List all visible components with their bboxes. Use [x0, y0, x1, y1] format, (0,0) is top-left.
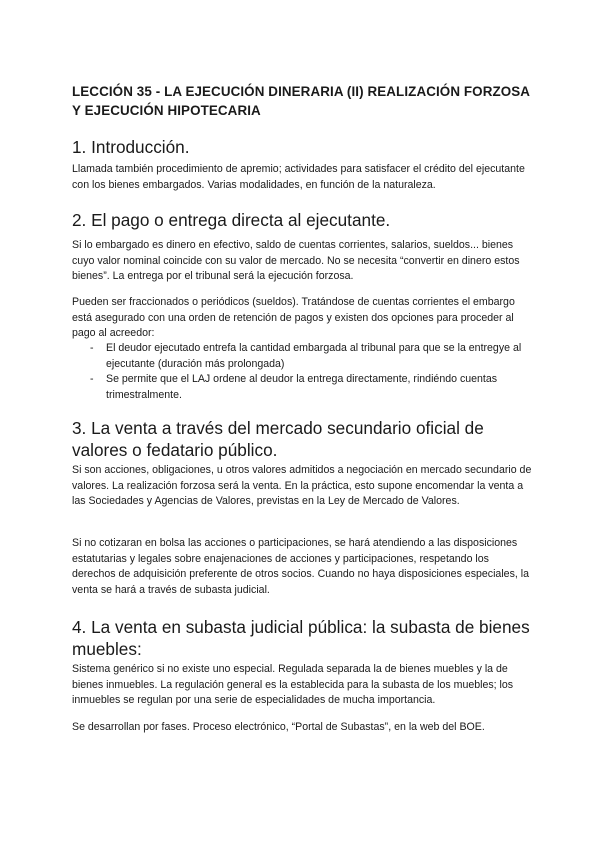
list-dash: - [90, 342, 94, 354]
section-paragraph: Llamada también procedimiento de apremio; actividades para satisfacer el crédito del ejecutante con los bienes embargados. Varias modalidades, en función de la naturaleza. [72, 163, 525, 191]
section-heading-mercado-secundario: 3. La venta a través del mercado secundario oficial de valores o fedatario público. [72, 418, 484, 460]
section-paragraph: Sistema genérico si no existe uno especial. Regulada separada la de bienes muebles y la de bienes inmuebles. La regulación general es la establecida para la subasta de los muebles; los inmuebles se regulan por una serie de especialidades de mucha importancia. [72, 663, 514, 707]
section-heading-pago-directo: 2. El pago o entrega directa al ejecutante. [72, 210, 391, 230]
list-item [72, 372, 532, 403]
section-paragraph: Si lo embargado es dinero en efectivo, saldo de cuentas corrientes, salarios, sueldos... bienes cuyo valor nominal coincide con su valor de mercado. No se necesita “convertir en dinero estos bienes”. La entrega por el tribunal será la ejecución forzosa. [72, 239, 520, 283]
list-item [72, 341, 532, 372]
options-list [72, 341, 532, 404]
document-title: LECCIÓN 35 - LA EJECUCIÓN DINERARIA (II) REALIZACIÓN FORZOSA Y EJECUCIÓN HIPOTECARIA [72, 84, 530, 118]
list-dash: - [90, 373, 94, 386]
section-paragraph: Si son acciones, obligaciones, u otros valores admitidos a negociación en mercado secundario de valores. La realización forzosa será la venta. En la práctica, esto supone encomendar la venta a las Sociedades y Agencias de Valores, previstas en la Ley de Mercado de Valores. [72, 464, 532, 508]
section-heading-subasta-judicial: 4. La venta en subasta judicial pública: la subasta de bienes muebles: [72, 617, 530, 659]
list-item-text: Se permite que el LAJ ordene al deudor la entrega directamente, rindiéndo cuentas trimestralmente. [106, 373, 498, 402]
section-heading-introduccion: 1. Introducción. [72, 137, 190, 157]
section-paragraph: Si no cotizaran en bolsa las acciones o participaciones, se hará atendiendo a las disposiciones estatutarias y legales sobre enajenaciones de acciones y participaciones, respetando los derechos de adquisición preferente de otros socios. Cuando no haya disposiciones especiales, la venta se hará a través de subasta judicial. [72, 537, 529, 597]
section-paragraph: Pueden ser fraccionados o periódicos (sueldos). Tratándose de cuentas corrientes el embargo está asegurado con una orden de retención de pagos y existen dos opciones para proceder al pago al acreedor: [72, 296, 515, 340]
list-item-text: El deudor ejecutado entrefa la cantidad embargada al tribunal para que se la entregye al ejecutante (duración más prolongada) [106, 342, 522, 370]
section-paragraph: Se desarrollan por fases. Proceso electrónico, “Portal de Subastas”, en la web del BOE. [72, 721, 485, 733]
